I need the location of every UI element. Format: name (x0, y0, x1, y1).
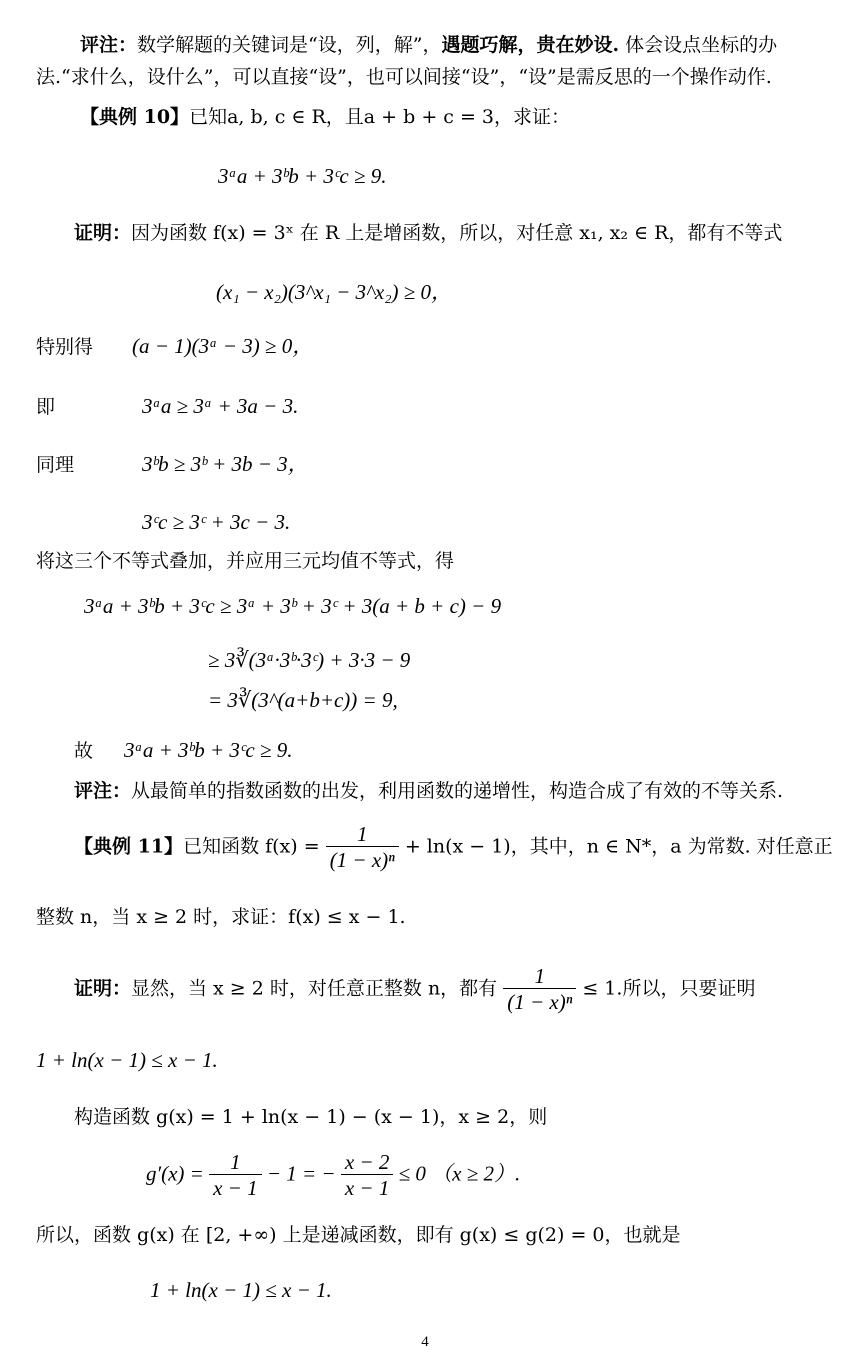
proof10-line1 (74, 222, 782, 245)
proof11-frac-num: 1 (503, 964, 576, 989)
deriv-f1-den: x − 1 (213, 1176, 258, 1201)
page-number: 4 (421, 1334, 429, 1350)
sum-line1: 3ᵃa + 3ᵇb + 3ᶜc ≥ 3ᵃ + 3ᵇ + 3ᶜ + 3(a + b + c) − 9 (84, 594, 502, 618)
example11-line1 (74, 822, 833, 873)
sum-line2: ≥ 3∛(3ᵃ·3ᵇ·3ᶜ) + 3·3 − 9 (208, 648, 411, 672)
proof10-text: 因为函数 f(x) = 3ˣ 在 R 上是增函数，所以，对任意 x₁, x₂ ∈ R，都有不等式 (131, 222, 783, 244)
example11-frac-den: (1 − x)ⁿ (329, 848, 395, 873)
remark1-emphasis: 遇题巧解，贵在妙设. (441, 34, 620, 56)
example10-statement (80, 106, 570, 129)
proof11-label: 证明： (74, 977, 132, 1000)
construct-line: 构造函数 g(x) = 1 + ln(x − 1) − (x − 1)，x ≥ 2，则 (74, 1106, 548, 1128)
sum-line3: = 3∛(3^(a+b+c)) = 9, (208, 688, 398, 712)
ji-formula: 3ᵃa ≥ 3ᵃ + 3a − 3. (142, 394, 299, 418)
example11-pre: 已知函数 f(x) = (183, 835, 326, 858)
example11-post: + ln(x − 1)，其中，n ∈ N*，a 为常数. 对任意正 (398, 835, 833, 858)
deriv-post: ≤ 0 （x ≥ 2）. (393, 1161, 521, 1186)
conclude-line: 所以，函数 g(x) 在 [2, +∞) 上是递减函数，即有 g(x) ≤ g(2) = 0，也就是 (36, 1224, 681, 1246)
remark1-text-c: 体会设点坐标的办 (619, 34, 778, 56)
remark2-text: 从最简单的指数函数的出发，利用函数的递增性，构造合成了有效的不等关系. (131, 780, 784, 802)
tongli-label: 同理 (36, 454, 75, 476)
example10-text: 已知a, b, c ∈ R，且a + b + c = 3，求证： (189, 106, 571, 128)
add-text: 将这三个不等式叠加，并应用三元均值不等式，得 (36, 550, 455, 572)
remark1-label: 评注： (80, 34, 138, 56)
gu-formula: 3ᵃa + 3ᵇb + 3ᶜc ≥ 9. (124, 738, 293, 762)
example11-fraction (326, 822, 399, 873)
gu-label: 故 (74, 740, 94, 762)
ji-label: 即 (36, 396, 56, 418)
proof11-fraction (503, 964, 576, 1015)
deriv-f2-num: x − 2 (341, 1150, 394, 1175)
proof11-line1 (74, 964, 755, 1015)
example11-line2: 整数 n，当 x ≥ 2 时，求证：f(x) ≤ x − 1. (36, 906, 406, 928)
final-line: 1 + ln(x − 1) ≤ x − 1. (150, 1278, 332, 1302)
tebie-label: 特别得 (36, 336, 94, 358)
deriv-fraction-2 (341, 1150, 394, 1201)
proof11-frac-den: (1 − x)ⁿ (507, 990, 573, 1015)
remark1-text-a: 数学解题的关键词是“设，列，解”， (137, 34, 442, 56)
deriv-f1-num: 1 (209, 1150, 262, 1175)
remark2-label: 评注： (74, 780, 132, 802)
proof10-ineq1: (x₁ − x₂)(3^x₁ − 3^x₂) ≥ 0， (216, 280, 453, 304)
example10-label: 【典例 10】 (80, 106, 190, 128)
derivative-line (146, 1150, 520, 1201)
remark2 (74, 780, 783, 803)
example11-label: 【典例 11】 (74, 835, 184, 858)
tebie-formula: (a − 1)(3ᵃ − 3) ≥ 0， (132, 334, 314, 358)
tongli-c-formula: 3ᶜc ≥ 3ᶜ + 3c − 3. (142, 510, 291, 534)
example10-target: 3ᵃa + 3ᵇb + 3ᶜc ≥ 9. (218, 164, 387, 188)
example11-frac-num: 1 (326, 822, 399, 847)
deriv-pre: g′(x) = (146, 1161, 210, 1186)
deriv-f2-den: x − 1 (344, 1176, 390, 1201)
tongli-b-formula: 3ᵇb ≥ 3ᵇ + 3b − 3， (142, 452, 309, 476)
deriv-fraction-1 (209, 1150, 262, 1201)
proof11-pre: 显然，当 x ≥ 2 时，对任意正整数 n，都有 (131, 977, 504, 1000)
proof10-label: 证明： (74, 222, 132, 244)
proof11-line2: 1 + ln(x − 1) ≤ x − 1. (36, 1048, 218, 1072)
proof11-post: ≤ 1.所以，只要证明 (576, 977, 756, 1000)
remark1-line2: 法.“求什么，设什么”，可以直接“设”，也可以间接“设”，“设”是需反思的一个操作动作. (36, 66, 772, 88)
remark1-line1 (80, 34, 777, 57)
deriv-mid: − 1 = − (261, 1161, 341, 1186)
